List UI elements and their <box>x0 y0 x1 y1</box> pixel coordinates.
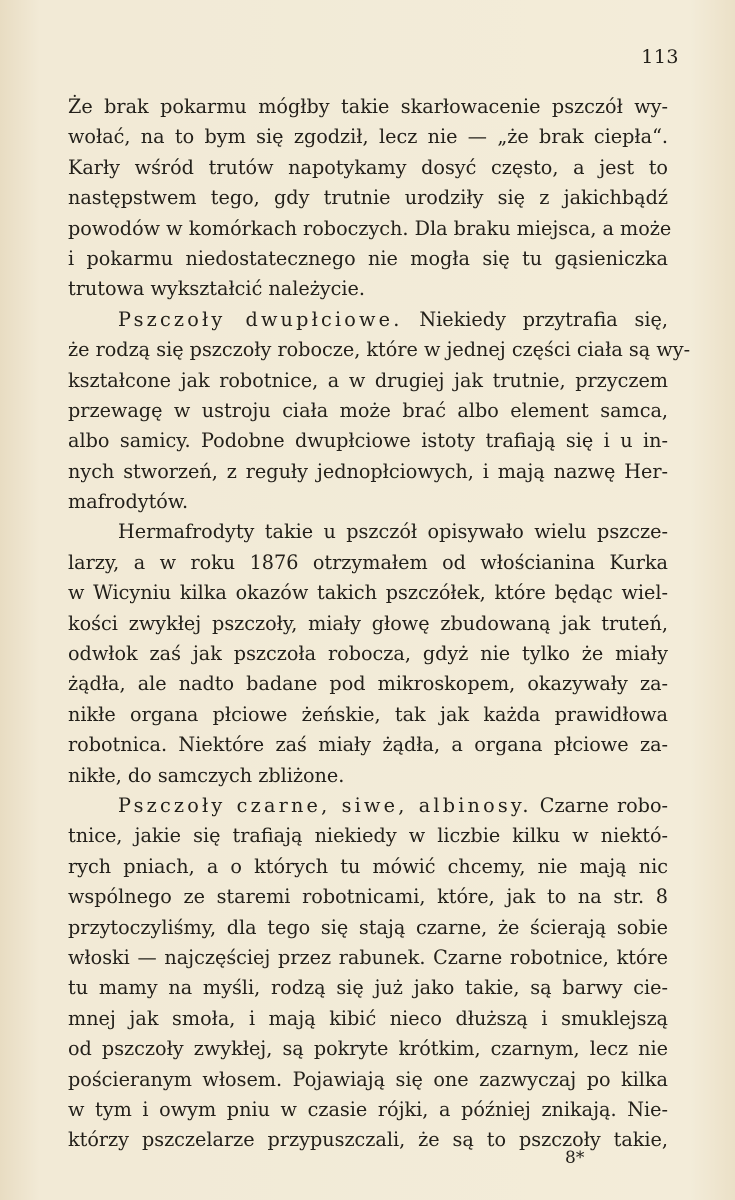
text-line: nych stworzeń, z reguły jednopłciowych, i mają nazwę Her- <box>68 459 668 483</box>
text-line: trutowa wykształcić należycie. <box>68 277 365 301</box>
text-line: którzy pszczelarze przypuszczali, że są to pszczoły takie, <box>68 1128 668 1152</box>
text-line: tnice, jakie się trafiają niekiedy w liczbie kilku w niektó- <box>68 824 668 848</box>
text-line: kształcone jak robotnice, a w drugiej jak trutnie, przyczem <box>68 368 668 392</box>
text-line: mnej jak smoła, i mają kibić nieco dłuższą i smuklejszą <box>68 1006 668 1030</box>
text-line: wołać, na to bym się zgodził, lecz nie — „że brak ciepła“. <box>68 125 668 149</box>
text-line: w tym i owym pniu w czasie rójki, a później znikają. Nie- <box>68 1097 668 1121</box>
text-line: Karły wśród trutów napotykamy dosyć często, a jest to <box>68 155 668 179</box>
text-line: żądła, ale nadto badane pod mikroskopem, okazywały za- <box>68 672 668 696</box>
text-line: powodów w komórkach roboczych. Dla braku miejsca, a może <box>68 216 672 240</box>
text-line: pościeranym włosem. Pojawiają się one zazwyczaj po kilka <box>68 1067 668 1091</box>
text-line: mafrodytów. <box>68 490 189 514</box>
text-line: że rodzą się pszczoły robocze, które w jednej części ciała są wy- <box>68 338 691 362</box>
text-line: przewagę w ustroju ciała może brać albo element samca, <box>68 398 668 422</box>
section-heading: Pszczoły dwupłciowe. <box>118 307 403 331</box>
text-line: następstwem tego, gdy trutnie urodziły się z jakichbądź <box>68 186 668 210</box>
text-line: tu mamy na myśli, rodzą się już jako takie, są barwy cie- <box>68 976 668 1000</box>
text-line: przytoczyliśmy, dla tego się stają czarne, że ścierają sobie <box>68 915 668 939</box>
text-line: wspólnego ze staremi robotnicami, które, jak to na str. 8 <box>68 885 668 909</box>
text-line: rych pniach, a o których tu mówić chcemy, nie mają nic <box>68 854 668 878</box>
text-line: odwłok zaś jak pszczoła robocza, gdyż nie tylko że miały <box>68 642 668 666</box>
body-text <box>68 92 691 1156</box>
section-heading-line: Pszczoły czarne, siwe, albinosy. Czarne robo- <box>118 793 668 817</box>
text-line: od pszczoły zwykłej, są pokryte krótkim, czarnym, lecz nie <box>68 1037 668 1061</box>
signature-mark: 8* <box>565 1148 585 1168</box>
text-line: robotnica. Niektóre zaś miały żądła, a organa płciowe za- <box>68 733 668 757</box>
text-line: włoski — najczęściej przez rabunek. Czarne robotnice, które <box>68 945 668 969</box>
text-line: nikłe, do samczych zbliżone. <box>68 763 345 787</box>
text-line: i pokarmu niedostatecznego nie mogła się tu gąsieniczka <box>68 246 668 270</box>
section-heading-line: Pszczoły dwupłciowe. Niekiedy przytrafia się, <box>118 307 668 331</box>
text-line: larzy, a w roku 1876 otrzymałem od włościanina Kurka <box>68 550 668 574</box>
text-line: albo samicy. Podobne dwupłciowe istoty trafiają się i u in- <box>68 429 668 453</box>
text-line: Hermafrodyty takie u pszczół opisywało wielu pszcze- <box>118 520 668 544</box>
page-number: 113 <box>641 46 679 68</box>
text-line: w Wicyniu kilka okazów takich pszczółek, które będąc wiel- <box>68 581 668 605</box>
text-line: nikłe organa płciowe żeńskie, tak jak każda prawidłowa <box>68 702 668 726</box>
text-line: kości zwykłej pszczoły, miały głowę zbudowaną jak truteń, <box>68 611 668 635</box>
section-heading: Pszczoły czarne, siwe, albinosy. <box>118 793 532 817</box>
text-line: Że brak pokarmu mógłby takie skarłowacenie pszczół wy- <box>68 95 668 118</box>
